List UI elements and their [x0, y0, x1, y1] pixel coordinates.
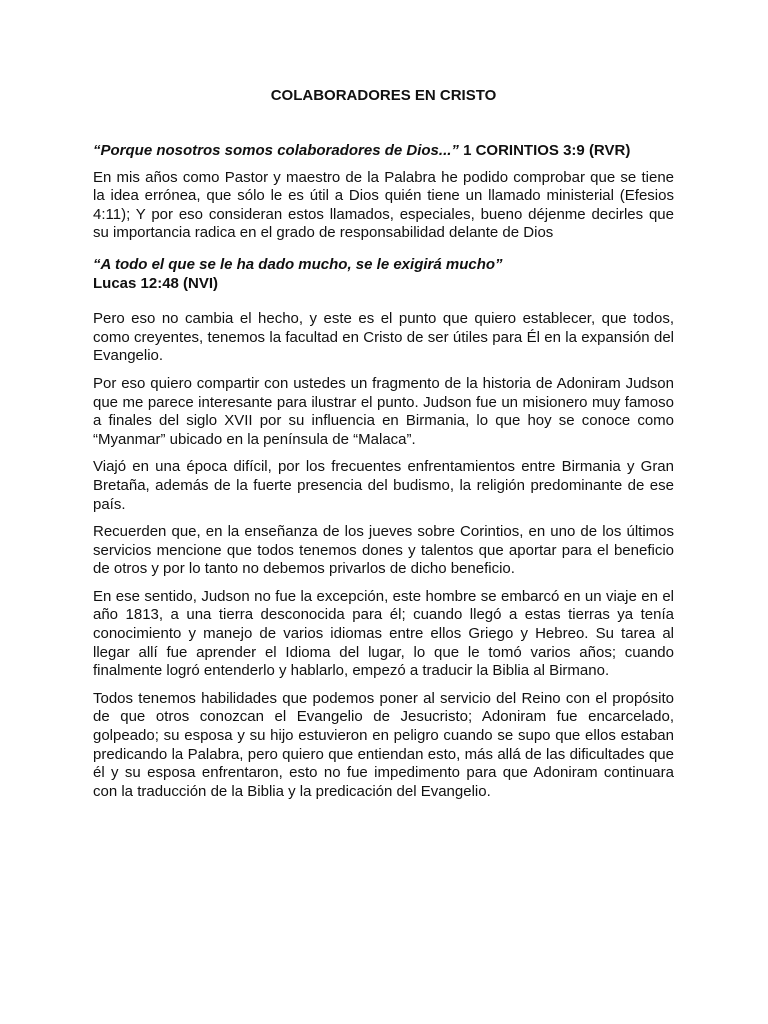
scripture-quote-1: [93, 142, 674, 161]
paragraph: En ese sentido, Judson no fue la excepción, este hombre se embarcó en un viaje en el año 1813, a una tierra desconocida para él; cuando llegó a estas tierras ya tenía conocimiento y manejo de varios idiomas entre ellos Griego y Hebreo. Su tarea al llegar allí fue aprender el Idioma del lugar, lo que le tomó varios años; cuando finalmente logró entenderlo y hablarlo, empezó a traducir la Biblia al Birmano.: [93, 587, 674, 680]
paragraph: Recuerden que, en la enseñanza de los jueves sobre Corintios, en uno de los últimos servicios mencione que todos tenemos dones y talentos que aportar para el beneficio de otros y por lo tanto no debemos privarlos de dicho beneficio.: [93, 523, 674, 578]
paragraph-intro: En mis años como Pastor y maestro de la Palabra he podido comprobar que se tiene la idea errónea, que sólo le es útil a Dios quién tiene un llamado ministerial (Efesios 4:11); Y por eso consideran estos llamados, especiales, bueno déjenme decirles que su importancia radica en el grado de responsabilidad delante de Dios: [93, 168, 674, 242]
document-title: COLABORADORES EN CRISTO: [270, 87, 497, 104]
paragraph: Viajó en una época difícil, por los frecuentes enfrentamientos entre Birmania y Gran Bretaña, además de la fuerte presencia del budismo, la religión predominante de ese país.: [93, 458, 674, 513]
quote-text-1: “Porque nosotros somos colaboradores de Dios...”: [93, 142, 459, 159]
quote-reference-2: Lucas 12:48 (NVI): [93, 274, 219, 292]
quote-text-2: “A todo el que se le ha dado mucho, se le exigirá mucho”: [93, 255, 503, 273]
paragraph: Pero eso no cambia el hecho, y este es el punto que quiero establecer, que todos, como creyentes, tenemos la facultad en Cristo de ser útiles para Él en la expansión del Evangelio.: [93, 310, 674, 365]
quote-reference-1: 1 CORINTIOS 3:9 (RVR): [463, 142, 631, 159]
scripture-quote-2: [93, 256, 674, 293]
document-body: [93, 87, 674, 810]
paragraph: Por eso quiero compartir con ustedes un fragmento de la historia de Adoniram Judson que me parece interesante para ilustrar el punto. Judson fue un misionero muy famoso a finales del siglo XVII por su influencia en Birmania, lo que hoy se conoce como “Myanmar” ubicado en la península de “Malaca”.: [93, 374, 674, 448]
paragraph: Todos tenemos habilidades que podemos poner al servicio del Reino con el propósito de que otros conozcan el Evangelio de Jesucristo; Adoniram fue encarcelado, golpeado; su esposa y su hijo estuvieron en peligro cuando se supo que ellos estaban predicando la Palabra, pero quiero que entiendan esto, más allá de las dificultades que él y su esposa enfrentaron, esto no fue impedimento para que Adoniram continuara con la traducción de la Biblia y la predicación del Evangelio.: [93, 689, 674, 800]
